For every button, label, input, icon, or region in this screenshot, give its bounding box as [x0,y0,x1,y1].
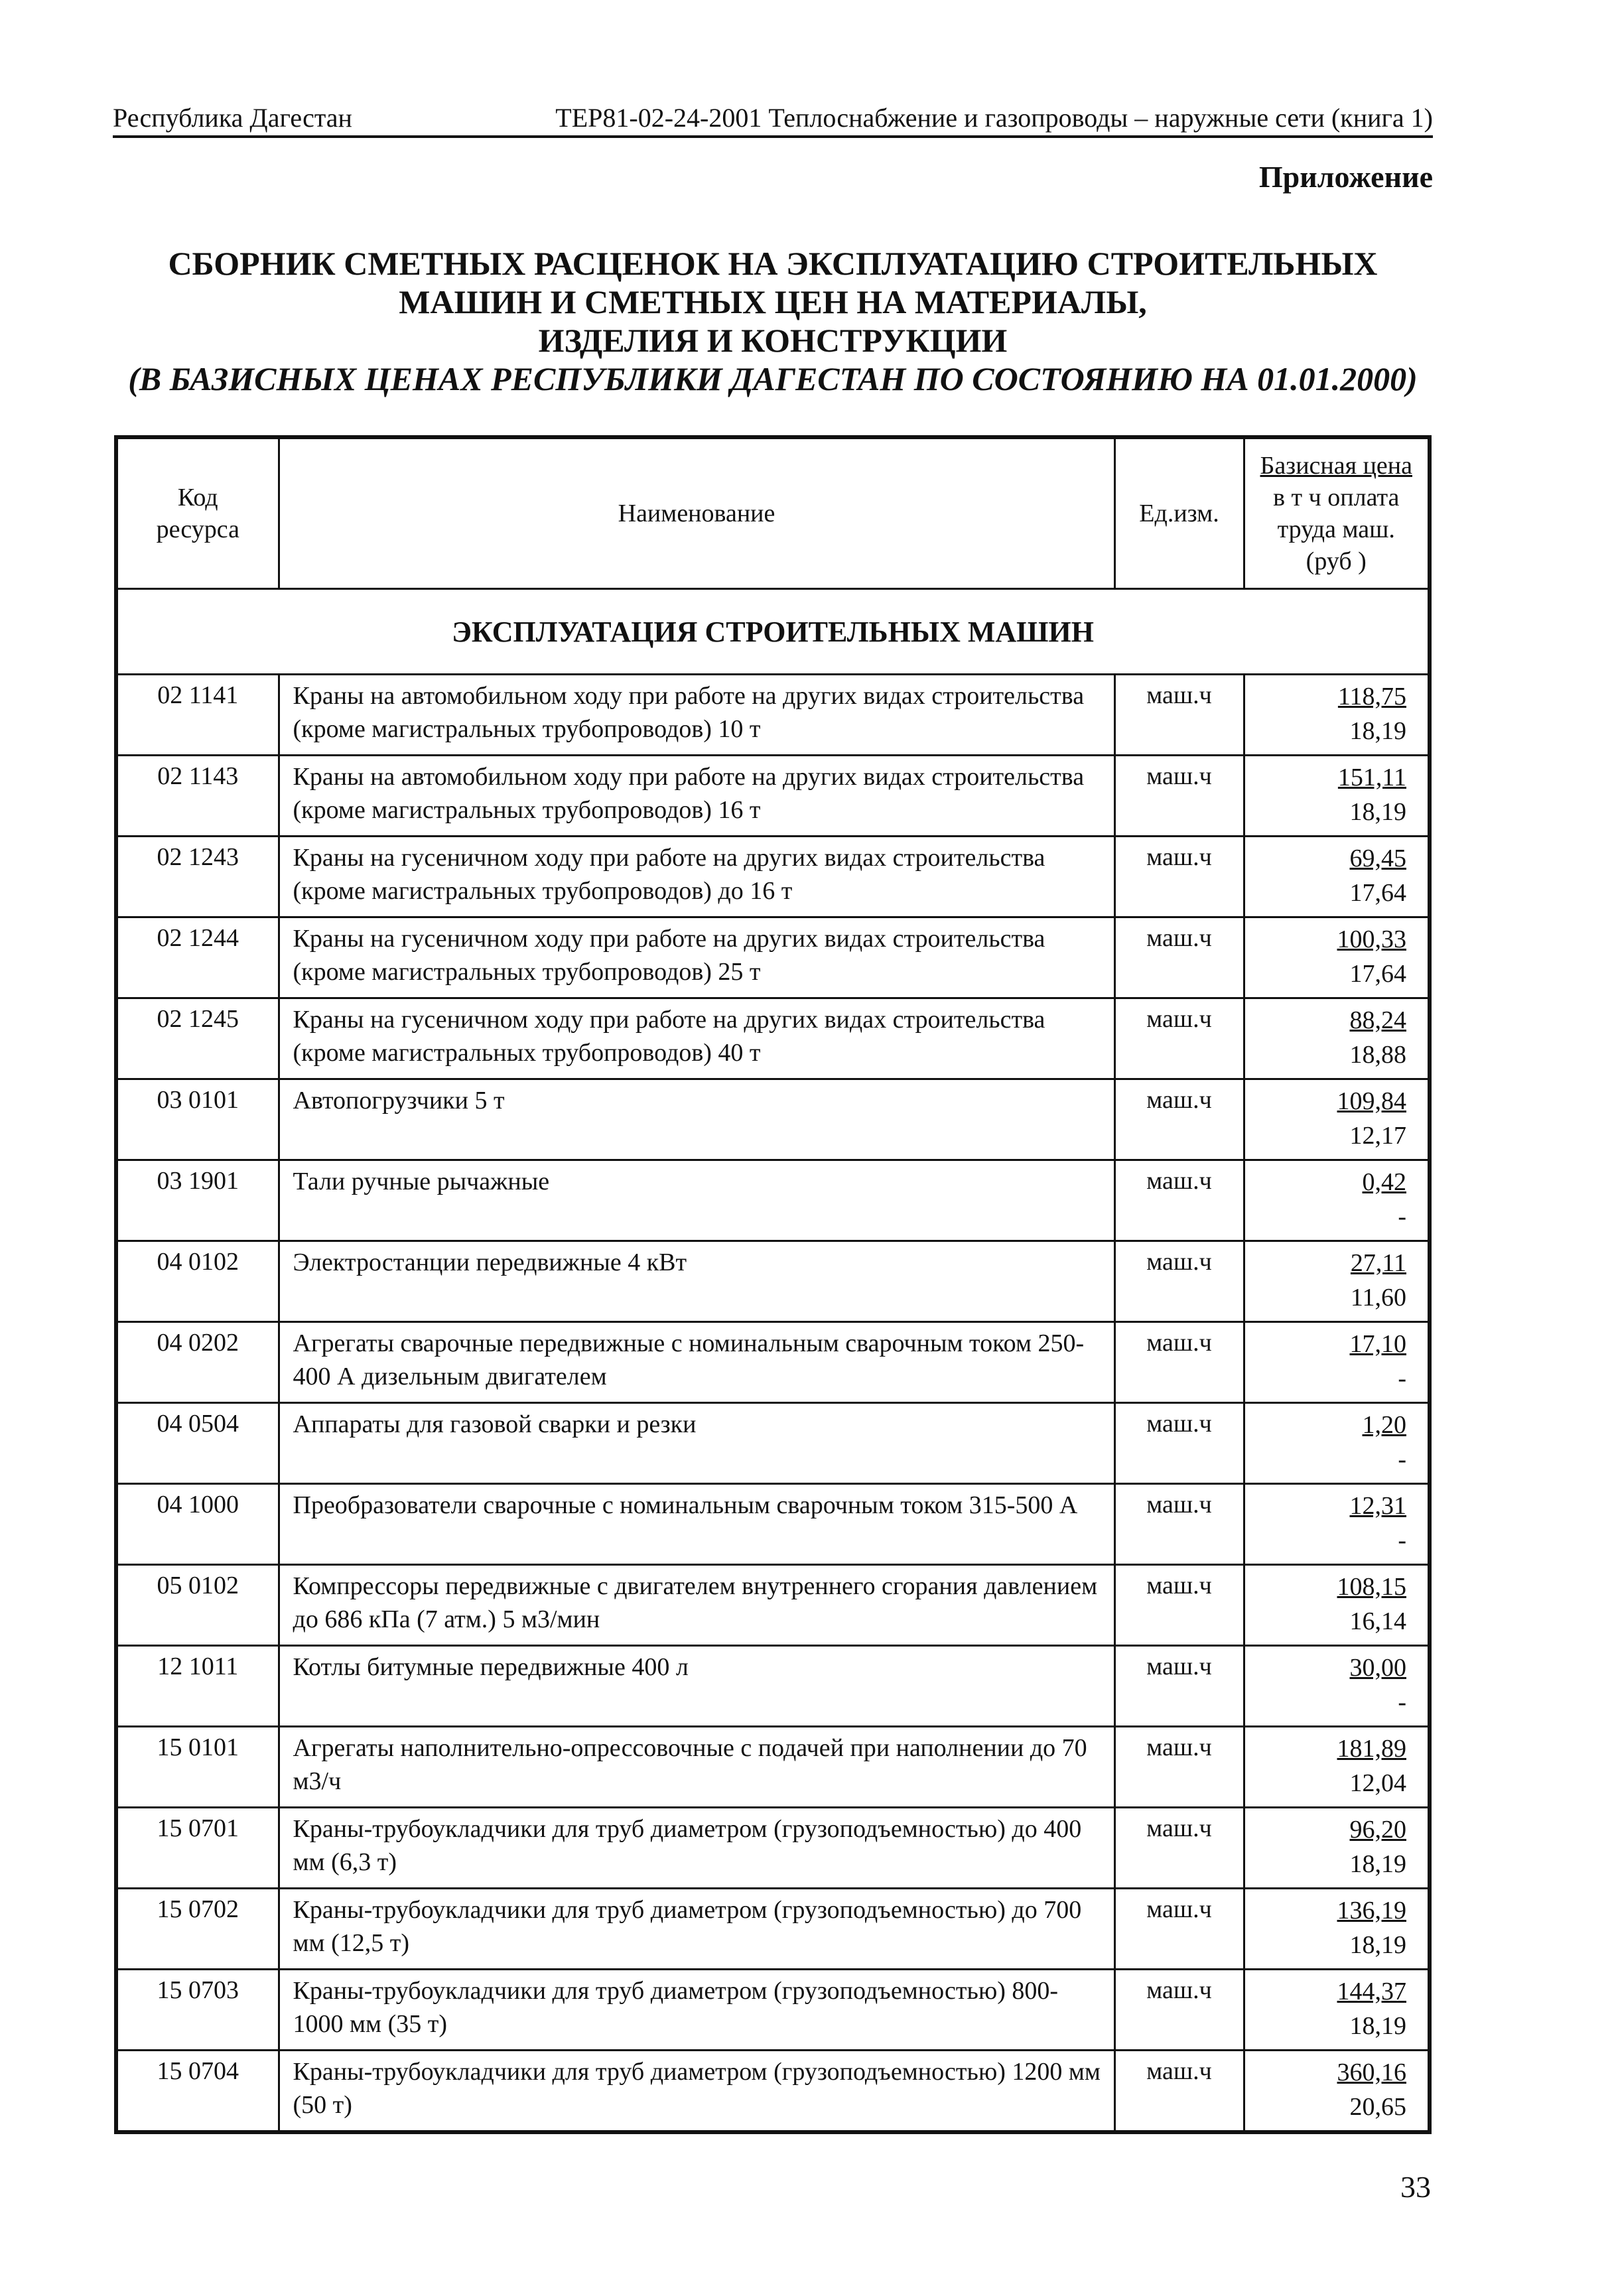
table-row [116,756,1430,837]
price-cell [1244,1241,1430,1322]
resource-code: 02 1141 [116,675,279,756]
resource-name: Преобразователи сварочные с номинальным сварочным током 315-500 А [279,1484,1114,1565]
resource-code: 03 0101 [116,1079,279,1160]
resource-code: 02 1243 [116,837,279,917]
table-row [116,1808,1430,1889]
unit-of-measure: маш.ч [1114,1322,1244,1403]
unit-of-measure: маш.ч [1114,1241,1244,1322]
price-cell [1244,917,1430,998]
table-header [116,437,1430,589]
table-body [116,589,1430,2133]
col-header-name: Наименование [279,437,1114,589]
resource-name: Краны на автомобильном ходу при работе на других видах строительства (кроме магистральных трубопроводов) 10 т [279,675,1114,756]
base-price: 0,42 [1362,1168,1406,1196]
unit-of-measure: маш.ч [1114,998,1244,1079]
labor-cost: 18,19 [1349,798,1406,826]
table-row [116,998,1430,1079]
labor-cost: 12,04 [1349,1769,1406,1797]
table-row [116,917,1430,998]
title-line-2: МАШИН И СМЕТНЫХ ЦЕН НА МАТЕРИАЛЫ, [399,283,1147,320]
title-line-4: (В БАЗИСНЫХ ЦЕНАХ РЕСПУБЛИКИ ДАГЕСТАН ПО СОСТОЯНИЮ НА 01.01.2000) [128,360,1418,397]
table-row [116,1160,1430,1241]
base-price: 12,31 [1349,1492,1406,1520]
unit-of-measure: маш.ч [1114,1646,1244,1727]
resource-name: Краны-трубоукладчики для труб диаметром (грузоподъемностью) до 700 мм (12,5 т) [279,1889,1114,1970]
price-cell [1244,998,1430,1079]
price-cell [1244,1565,1430,1646]
price-cell [1244,1403,1430,1484]
section-title: ЭКСПЛУАТАЦИЯ СТРОИТЕЛЬНЫХ МАШИН [116,589,1430,675]
price-cell [1244,1322,1430,1403]
resource-name: Краны-трубоукладчики для труб диаметром (грузоподъемностью) 800-1000 мм (35 т) [279,1970,1114,2051]
price-cell [1244,1889,1430,1970]
price-cell [1244,1484,1430,1565]
unit-of-measure: маш.ч [1114,2051,1244,2133]
resource-code: 04 0102 [116,1241,279,1322]
labor-cost: 18,19 [1349,1931,1406,1959]
base-price: 27,11 [1350,1249,1406,1277]
price-cell [1244,837,1430,917]
resource-code: 04 1000 [116,1484,279,1565]
price-cell [1244,675,1430,756]
appendix-label: Приложение [1258,160,1433,194]
resource-name: Аппараты для газовой сварки и резки [279,1403,1114,1484]
resource-name: Краны-трубоукладчики для труб диаметром (грузоподъемностью) 1200 мм (50 т) [279,2051,1114,2133]
page-number: 33 [1400,2170,1431,2204]
labor-cost: - [1398,1688,1406,1716]
labor-cost: - [1398,1203,1406,1231]
resource-name: Агрегаты сварочные передвижные с номинальным сварочным током 250-400 А дизельным двигателем [279,1322,1114,1403]
unit-of-measure: маш.ч [1114,917,1244,998]
resource-name: Краны на гусеничном ходу при работе на других видах строительства (кроме магистральных трубопроводов) до 16 т [279,837,1114,917]
base-price: 118,75 [1337,683,1406,710]
col-header-price: Базисная цена в т ч оплата труда маш. (руб ) [1244,437,1430,589]
resource-name: Электростанции передвижные 4 кВт [279,1241,1114,1322]
labor-cost: 17,64 [1349,879,1406,907]
price-cell [1244,1646,1430,1727]
base-price: 96,20 [1349,1816,1406,1844]
labor-cost: 18,19 [1349,717,1406,745]
table-row [116,2051,1430,2133]
unit-of-measure: маш.ч [1114,837,1244,917]
resource-code: 05 0102 [116,1565,279,1646]
resource-code: 15 0703 [116,1970,279,2051]
base-price: 151,11 [1337,764,1406,791]
table-row [116,1889,1430,1970]
collection-title [113,244,1433,398]
labor-cost: 18,88 [1349,1041,1406,1069]
unit-of-measure: маш.ч [1114,1970,1244,2051]
base-price: 136,19 [1337,1897,1406,1925]
base-price: 100,33 [1337,925,1406,953]
base-price: 1,20 [1362,1411,1406,1439]
price-cell [1244,1970,1430,2051]
labor-cost: 18,19 [1349,1850,1406,1878]
unit-of-measure: маш.ч [1114,1079,1244,1160]
resource-code: 15 0701 [116,1808,279,1889]
section-row [116,589,1430,675]
resource-name: Котлы битумные передвижные 400 л [279,1646,1114,1727]
price-cell [1244,1160,1430,1241]
base-price: 69,45 [1349,844,1406,872]
resource-name: Краны на автомобильном ходу при работе на других видах строительства (кроме магистральных трубопроводов) 16 т [279,756,1114,837]
labor-cost: 17,64 [1349,960,1406,988]
resource-code: 12 1011 [116,1646,279,1727]
base-price: 108,15 [1337,1573,1406,1601]
table-row [116,1646,1430,1727]
col-header-unit: Ед.изм. [1114,437,1244,589]
table-row [116,837,1430,917]
unit-of-measure: маш.ч [1114,1565,1244,1646]
header-region: Республика Дагестан [113,103,352,133]
table-row [116,1322,1430,1403]
unit-of-measure: маш.ч [1114,1808,1244,1889]
labor-cost: 20,65 [1349,2093,1406,2121]
header-document-title: ТЕР81-02-24-2001 Теплоснабжение и газопроводы – наружные сети (книга 1) [555,103,1433,133]
labor-cost: 11,60 [1350,1284,1406,1312]
resource-name: Краны на гусеничном ходу при работе на других видах строительства (кроме магистральных трубопроводов) 25 т [279,917,1114,998]
base-price: 17,10 [1349,1330,1406,1358]
unit-of-measure: маш.ч [1114,756,1244,837]
running-header [113,101,1433,138]
col-header-code: Код ресурса [116,437,279,589]
labor-cost: 12,17 [1349,1122,1406,1150]
resource-name: Автопогрузчики 5 т [279,1079,1114,1160]
labor-cost: - [1398,1365,1406,1392]
labor-cost: - [1398,1446,1406,1473]
resource-code: 15 0704 [116,2051,279,2133]
unit-of-measure: маш.ч [1114,1160,1244,1241]
table-row [116,1241,1430,1322]
resource-name: Компрессоры передвижные с двигателем внутреннего сгорания давлением до 686 кПа (7 атм.) 5 м3/мин [279,1565,1114,1646]
title-line-1: СБОРНИК СМЕТНЫХ РАСЦЕНОК НА ЭКСПЛУАТАЦИЮ СТРОИТЕЛЬНЫХ [168,245,1378,282]
base-price: 109,84 [1337,1087,1406,1115]
unit-of-measure: маш.ч [1114,1484,1244,1565]
price-cell [1244,1727,1430,1808]
base-price: 181,89 [1337,1735,1406,1763]
resource-code: 02 1244 [116,917,279,998]
price-cell [1244,756,1430,837]
resource-name: Агрегаты наполнительно-опрессовочные с подачей при наполнении до 70 м3/ч [279,1727,1114,1808]
rates-table [114,435,1432,2134]
resource-code: 02 1143 [116,756,279,837]
price-cell [1244,2051,1430,2133]
table-row [116,1079,1430,1160]
table-row [116,1970,1430,2051]
base-price: 88,24 [1349,1006,1406,1034]
table-row [116,675,1430,756]
resource-code: 04 0202 [116,1322,279,1403]
unit-of-measure: маш.ч [1114,1727,1244,1808]
resource-code: 02 1245 [116,998,279,1079]
price-cell [1244,1808,1430,1889]
resource-code: 03 1901 [116,1160,279,1241]
labor-cost: 18,19 [1349,2012,1406,2040]
resource-code: 15 0702 [116,1889,279,1970]
table-row [116,1727,1430,1808]
base-price: 360,16 [1337,2059,1406,2086]
unit-of-measure: маш.ч [1114,675,1244,756]
unit-of-measure: маш.ч [1114,1889,1244,1970]
title-line-3: ИЗДЕЛИЯ И КОНСТРУКЦИИ [538,322,1008,359]
table-row [116,1403,1430,1484]
resource-name: Краны-трубоукладчики для труб диаметром (грузоподъемностью) до 400 мм (6,3 т) [279,1808,1114,1889]
unit-of-measure: маш.ч [1114,1403,1244,1484]
labor-cost: - [1398,1526,1406,1554]
table-row [116,1565,1430,1646]
resource-name: Тали ручные рычажные [279,1160,1114,1241]
table-row [116,1484,1430,1565]
resource-code: 15 0101 [116,1727,279,1808]
labor-cost: 16,14 [1349,1607,1406,1635]
base-price: 30,00 [1349,1654,1406,1682]
base-price: 144,37 [1337,1978,1406,2005]
resource-name: Краны на гусеничном ходу при работе на других видах строительства (кроме магистральных трубопроводов) 40 т [279,998,1114,1079]
resource-code: 04 0504 [116,1403,279,1484]
price-cell [1244,1079,1430,1160]
